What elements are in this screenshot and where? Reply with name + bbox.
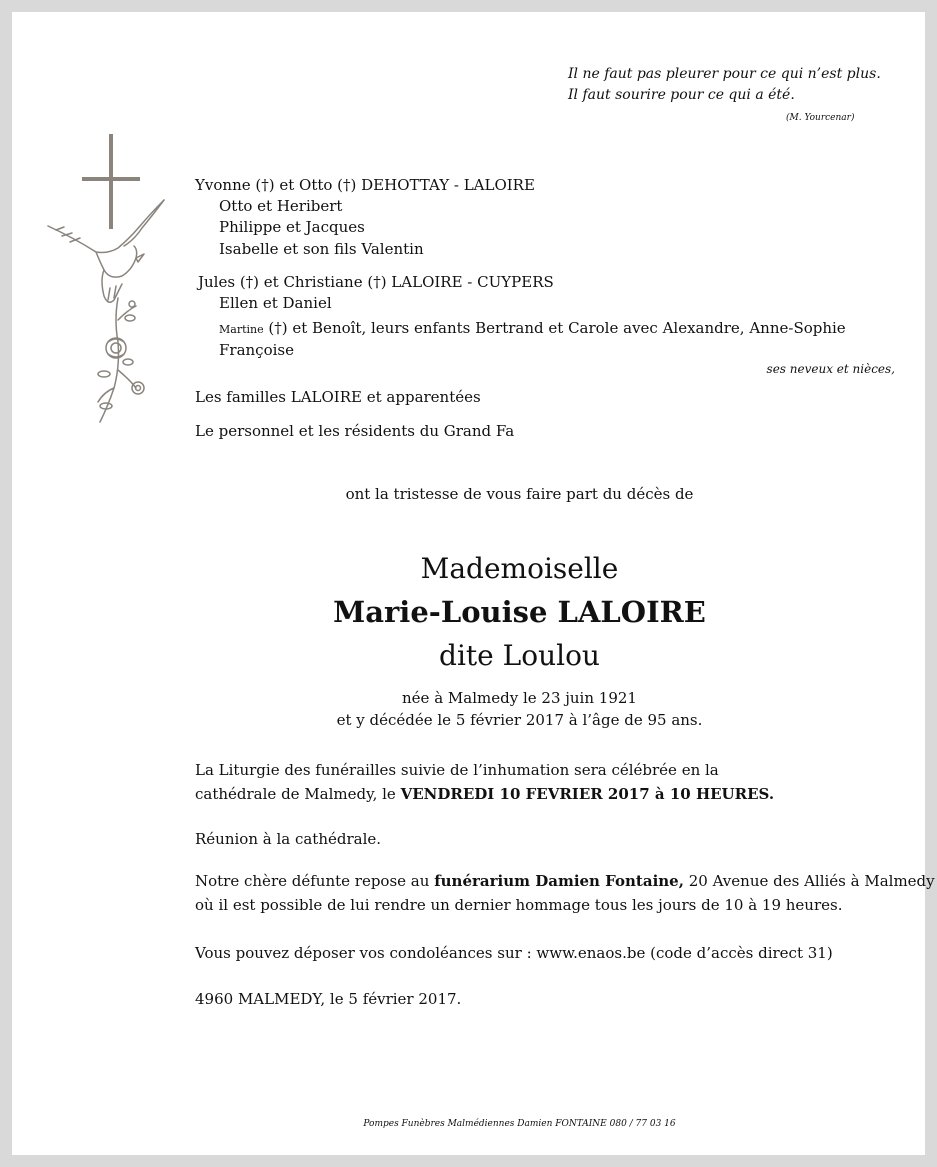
funeral-location: cathédrale de Malmedy, le bbox=[195, 785, 401, 803]
place-date: 4960 MALMEDY, le 5 février 2017. bbox=[195, 990, 462, 1008]
honorific: Mademoiselle bbox=[420, 552, 619, 585]
funeral-line-1: La Liturgie des funérailles suivie de l’inhumation sera célébrée en la bbox=[195, 761, 719, 779]
families-line: Les familles LALOIRE et apparentées bbox=[195, 388, 481, 406]
birth-line: née à Malmedy le 23 juin 1921 bbox=[402, 689, 637, 707]
rest-line-2: où il est possible de lui rendre un dernier hommage tous les jours de 10 à 19 heures. bbox=[195, 896, 843, 914]
rest-prefix: Notre chère défunte repose au bbox=[195, 872, 435, 890]
epigraph-author: (M. Yourcenar) bbox=[786, 113, 855, 123]
meeting-line: Réunion à la cathédrale. bbox=[195, 830, 382, 848]
death-line: et y décédée le 5 février 2017 à l’âge de 95 ans. bbox=[336, 711, 703, 729]
obituary-page bbox=[12, 12, 935, 1155]
martine-details: (†) et Benoît, leurs enfants Bertrand et Carole avec Alexandre, Anne-Sophie bbox=[263, 319, 846, 337]
deceased-name: Marie-Louise LALOIRE bbox=[333, 595, 706, 629]
cross-icon bbox=[82, 134, 140, 229]
family-group-2-head: Jules (†) et Christiane (†) LALOIRE - CUYPERS bbox=[198, 273, 554, 291]
family-group-1-head: Yvonne (†) et Otto (†) DEHOTTAY - LALOIRE bbox=[195, 176, 535, 194]
condolences-line: Vous pouvez déposer vos condoléances sur : www.enaos.be (code d’accès direct 31) bbox=[195, 944, 833, 962]
nephews-label: ses neveux et nièces, bbox=[766, 362, 895, 376]
rest-info bbox=[195, 869, 935, 917]
family-member: Philippe et Jacques bbox=[219, 218, 365, 236]
epigraph-line-1: Il ne faut pas pleurer pour ce qui n’est plus. bbox=[568, 66, 881, 82]
rest-line-1 bbox=[195, 869, 935, 893]
dove-icon bbox=[48, 200, 164, 302]
epigraph bbox=[568, 64, 881, 106]
footer: Pompes Funèbres Malmédiennes Damien FONTAINE 080 / 77 03 16 bbox=[363, 1119, 676, 1129]
funeral-datetime: VENDREDI 10 FEVRIER 2017 à 10 HEURES. bbox=[400, 785, 775, 803]
epigraph-line-2: Il faut sourire pour ce qui a été. bbox=[568, 87, 795, 103]
family-member-martine bbox=[219, 318, 846, 340]
rest-address: 20 Avenue des Alliés à Malmedy bbox=[683, 872, 935, 890]
family-member: Ellen et Daniel bbox=[219, 294, 332, 312]
announcement: ont la tristesse de vous faire part du décès de bbox=[345, 485, 694, 503]
family-member: Françoise bbox=[219, 341, 294, 359]
funeral-line-2 bbox=[195, 782, 774, 806]
decoration bbox=[44, 130, 166, 430]
rose-icon bbox=[98, 298, 144, 422]
family-member: Isabelle et son fils Valentin bbox=[219, 240, 424, 258]
family-member: Otto et Heribert bbox=[219, 197, 343, 215]
funeral-info bbox=[195, 758, 774, 806]
martine-name: Martine bbox=[219, 323, 264, 336]
funeral-home: funérarium Damien Fontaine, bbox=[434, 872, 684, 890]
staff-line: Le personnel et les résidents du Grand Fa bbox=[195, 422, 515, 440]
nickname: dite Loulou bbox=[439, 639, 600, 672]
